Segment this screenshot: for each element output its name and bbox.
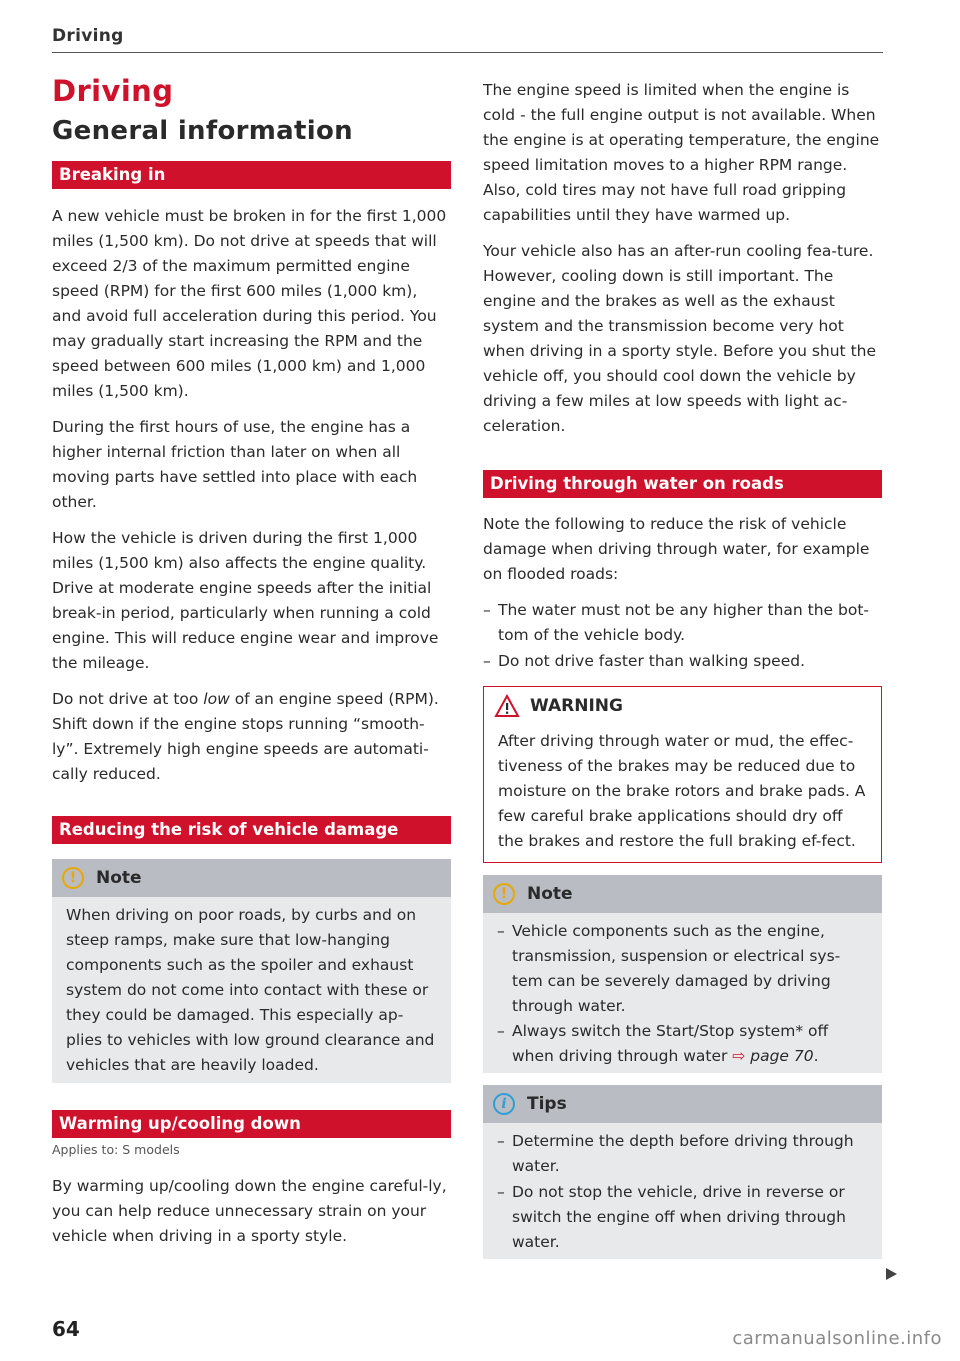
note-list bbox=[497, 919, 868, 1069]
exclamation-circle-icon: ! bbox=[62, 867, 84, 889]
note-box-right bbox=[483, 875, 882, 1073]
note-box-header bbox=[483, 875, 882, 913]
tips-box-body bbox=[483, 1123, 882, 1259]
warming-up-heading: Warming up/cooling down bbox=[52, 1110, 451, 1138]
list-item: – Determine the depth before driving through water. bbox=[497, 1129, 868, 1179]
applies-to-note: Applies to: S models bbox=[52, 1142, 180, 1157]
right-column bbox=[483, 78, 882, 1259]
warning-triangle-icon bbox=[494, 694, 520, 718]
watermark: carmanualsonline.info bbox=[732, 1328, 942, 1349]
tips-list bbox=[497, 1129, 868, 1255]
breaking-in-paragraph-1: A new vehicle must be broken in for the first 1,000 miles (1,500 km). Do not drive at speeds that will exceed 2/3 of the maximum permitted engine speed (RPM) for the first 600 miles (1,000 km), and avoid full acceleration during this period. You may gradually start increasing the RPM and the speed between 600 miles (1,000 km) and 1,000 miles (1,500 km). bbox=[52, 207, 447, 400]
section-title: General information bbox=[52, 116, 353, 146]
emphasis-low: low bbox=[203, 690, 230, 708]
list-item: – Vehicle components such as the engine, transmission, suspension or electrical sys-tem can be severely damaged by driving through water. bbox=[497, 919, 868, 1019]
note-box-body bbox=[52, 897, 451, 1083]
warning-box-header bbox=[484, 687, 881, 725]
header-divider bbox=[52, 52, 883, 53]
list-item: – Do not drive faster than walking speed. bbox=[483, 649, 882, 674]
water-intro: Note the following to reduce the risk of vehicle damage when driving through water, for example on flooded roads: bbox=[483, 515, 870, 583]
water-list bbox=[483, 598, 882, 674]
warning-box bbox=[483, 686, 882, 863]
driving-through-water-heading: Driving through water on roads bbox=[483, 470, 882, 498]
breaking-in-paragraph-2: During the first hours of use, the engine has a higher internal friction than later on when all moving parts have settled into place with each other. bbox=[52, 418, 418, 511]
note-label: Note bbox=[527, 884, 573, 904]
running-header: Driving bbox=[52, 26, 124, 46]
breaking-in-heading: Breaking in bbox=[52, 161, 451, 189]
tips-box bbox=[483, 1085, 882, 1259]
warning-label: WARNING bbox=[530, 696, 623, 716]
exclamation-circle-icon: ! bbox=[493, 883, 515, 905]
page-reference-link[interactable]: page 70 bbox=[750, 1047, 814, 1065]
tips-label: Tips bbox=[527, 1094, 567, 1114]
note-label: Note bbox=[96, 868, 142, 888]
list-item: – Always switch the Start/Stop system* off when driving through water ⇨ page 70. bbox=[497, 1019, 868, 1069]
reducing-risk-heading: Reducing the risk of vehicle damage bbox=[52, 816, 451, 844]
warming-up-text: By warming up/cooling down the engine careful-ly, you can help reduce unnecessary strain on your vehicle when driving in a sporty style. bbox=[52, 1177, 447, 1245]
list-item: – The water must not be any higher than the bot-tom of the vehicle body. bbox=[483, 598, 882, 648]
note-box-body bbox=[483, 913, 882, 1073]
chapter-title: Driving bbox=[52, 74, 174, 108]
list-item: – Do not stop the vehicle, drive in reverse or switch the engine off when driving through water. bbox=[497, 1180, 868, 1255]
note-box-header bbox=[52, 859, 451, 897]
tips-box-header bbox=[483, 1085, 882, 1123]
breaking-in-paragraph-4: Do not drive at too low of an engine speed (RPM). Shift down if the engine stops running “smooth-ly”. Extremely high engine speeds are automati-cally reduced. bbox=[52, 690, 439, 783]
page-number: 64 bbox=[52, 1317, 80, 1341]
engine-speed-paragraph: The engine speed is limited when the engine is cold - the full engine output is not available. When the engine is at operating temperature, the engine speed limitation moves to a higher RPM range. Also, cold tires may not have full road gripping capabilities until they have warmed up. bbox=[483, 81, 880, 224]
breaking-in-paragraph-3: How the vehicle is driven during the first 1,000 miles (1,500 km) also affects the engine quality. Drive at moderate engine speeds after the initial break-in period, particularly when running a cold engine. This will reduce engine wear and improve the mileage. bbox=[52, 529, 439, 672]
after-run-cooling-paragraph: Your vehicle also has an after-run cooling fea-ture. However, cooling down is still important. The engine and the brakes as well as the exhaust system and the transmission become very hot when driving in a sporty style. Before you shut the vehicle off, you should cool down the vehicle by driving a few miles at low speeds with light ac-celeration. bbox=[483, 242, 877, 435]
page-link-arrow-icon: ⇨ bbox=[732, 1047, 746, 1065]
warning-text: After driving through water or mud, the effec-tiveness of the brakes may be reduced due to moisture on the brake rotors and brake pads. A few careful brake applications should dry off the brakes and restore the full braking ef-fect. bbox=[498, 732, 866, 850]
note-box bbox=[52, 859, 451, 1083]
warning-box-body bbox=[484, 725, 881, 862]
note-text: When driving on poor roads, by curbs and on steep ramps, make sure that low-hanging components such as the spoiler and exhaust system do not come into contact with these or they could be damaged. This especially ap-plies to vehicles with low ground clearance and vehicles that are heavily loaded. bbox=[66, 906, 435, 1074]
left-column bbox=[52, 70, 451, 1249]
continue-arrow-icon bbox=[886, 1268, 897, 1280]
info-circle-icon: i bbox=[493, 1093, 515, 1115]
